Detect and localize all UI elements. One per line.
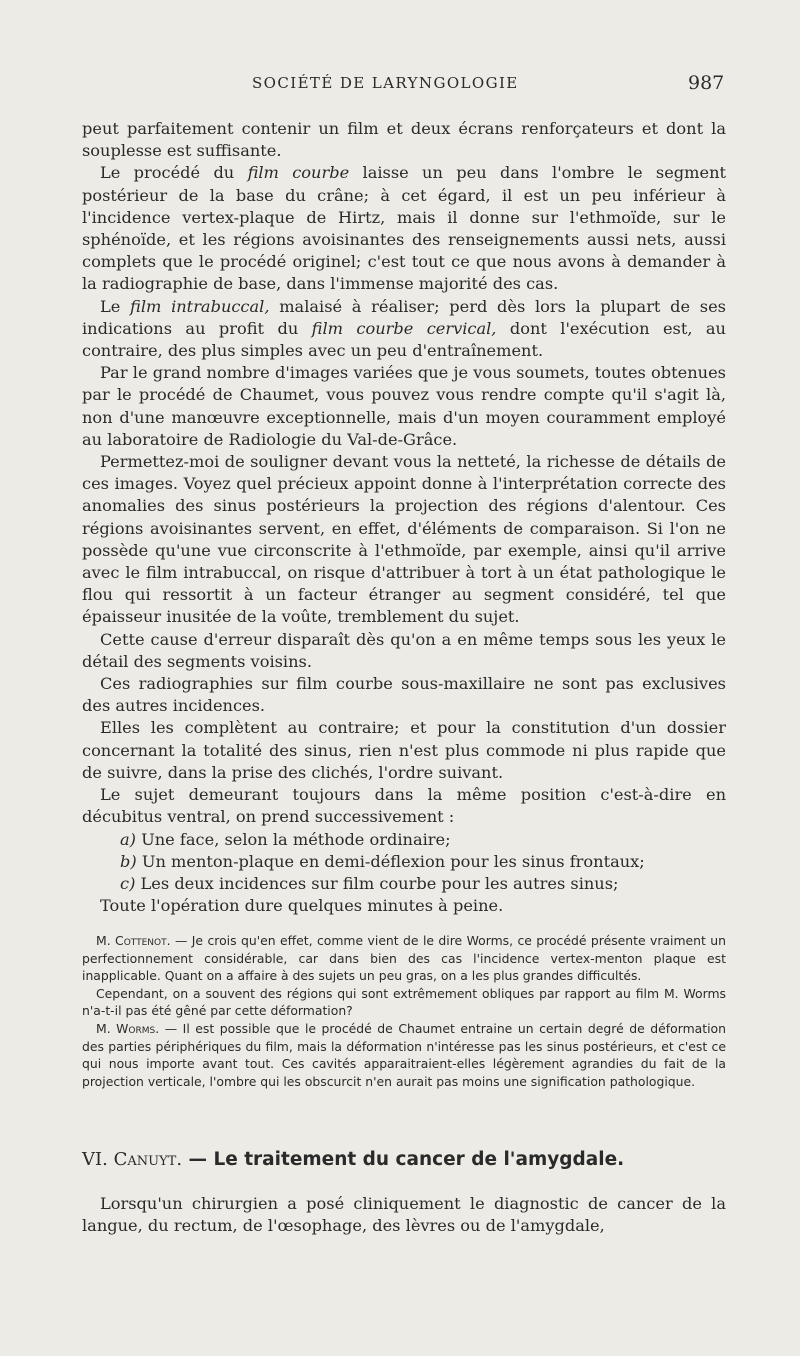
paragraph-4: Par le grand nombre d'images variées que je vous soumets, toutes obtenues par le procédé de Chaumet, vous pouvez vous rendre compte qu'il s'agit là, non d'une manœuvre exceptionnelle, mais d'un moyen couramment employé au laboratoire de Radiologie du Val-de-Grâce. [82,363,726,449]
discussion [82,932,726,1090]
list-item: c) Les deux incidences sur film courbe pour les autres sinus; [120,873,619,893]
page-number: 987 [688,72,725,94]
discussion-cottenot-cont: Cependant, on a souvent des régions qui sont extrêmement obliques par rapport au film M. Worms n'a-t-il pas été gêné par cette déformation? [82,985,726,1019]
paragraph-8: Elles les complètent au contraire; et pour la constitution d'un dossier concernant la totalité des sinus, rien n'est plus commode ni plus rapide que de suivre, dans la prise des clichés, l'ordre suivant. [82,718,726,782]
section-title: Le traitement du cancer de l'amygdale. [213,1149,625,1170]
page-header [0,72,800,102]
section-paragraph-1: Lorsqu'un chirurgien a posé cliniquement le diagnostic de cancer de la langue, du rectum, de l'œsophage, des lèvres ou de l'amygdale, [82,1194,726,1236]
section-heading: VI. Canuyt. — Le traitement du cancer de l'amygdale. [82,1149,625,1170]
discussion-worms: M. Worms. — Il est possible que le procédé de Chaumet entraine un certain degré de déformation des parties périphériques du film, mais la déformation n'intéresse pas les sinus postérieurs, et c'est ce qui nous importe avant tout. Ces cavités apparaitraient-elles légèrement agrandies du fait de la projection verticale, l'ombre qui les obscurcit n'en aurait pas moins une signification pathologique. [82,1020,726,1089]
paragraph-9: Le sujet demeurant toujours dans la même position c'est-à-dire en décubitus ventral, on prend successivement : [82,785,726,827]
running-title: SOCIÉTÉ DE LARYNGOLOGIE [252,74,519,92]
discussion-cottenot: M. Cottenot. — Je crois qu'en effet, comme vient de le dire Worms, ce procédé présente vraiment un perfectionnement considérable, car dans bien des cas l'incidence vertex-menton plaque est inapplicable. Quant on a affaire à des sujets un peu gras, on a les plus grandes difficultés. [82,933,726,984]
section-author: Canuyt. [113,1149,183,1170]
main-text [82,118,726,917]
paragraph-10: Toute l'opération dure quelques minutes à peine. [100,896,504,916]
list-item: a) Une face, selon la méthode ordinaire; [120,829,451,849]
paragraph-3: Le film intrabuccal, malaisé à réaliser; perd dès lors la plupart de ses indications au profit du film courbe cervical, dont l'exécution est, au contraire, des plus simples avec un peu d'entraînement. [82,296,726,361]
paragraph-7: Ces radiographies sur film courbe sous-maxillaire ne sont pas exclusives des autres incidences. [82,674,726,716]
paragraph-1: peut parfaitement contenir un film et deux écrans renforçateurs et dont la souplesse est suffisante. [82,119,726,161]
paragraph-2: Le procédé du film courbe laisse un peu dans l'ombre le segment postérieur de la base du crâne; à cet égard, il est un peu inférieur à l'incidence vertex-plaque de Hirtz, mais il donne sur l'ethmoïde, sur le sphénoïde, et les régions avoisinantes des renseignements aussi nets, aussi complets que le procédé originel; c'est tout ce que nous avons à demander à la radiographie de base, dans l'immense majorité des cas. [82,163,726,294]
list-item: b) Un menton-plaque en demi-déflexion pour les sinus frontaux; [120,851,645,871]
paragraph-6: Cette cause d'erreur disparaît dès qu'on a en même temps sous les yeux le détail des segments voisins. [82,629,726,671]
paragraph-5: Permettez-moi de souligner devant vous la netteté, la richesse de détails de ces images. Voyez quel précieux appoint donne à l'interprétation correcte des anomalies des sinus postérieurs la projection des régions d'alentour. Ces régions avoisinantes servent, en effet, d'éléments de comparaison. Si l'on ne possède qu'une vue circonscrite à l'ethmoïde, par exemple, ainsi qu'il arrive avec le film intrabuccal, on risque d'attribuer à tort à un état pathologique le flou qui ressortit à un facteur étranger au segment considéré, tel que épaisseur inusitée de la voûte, tremblement du sujet. [82,452,726,627]
section-text [82,1193,726,1237]
